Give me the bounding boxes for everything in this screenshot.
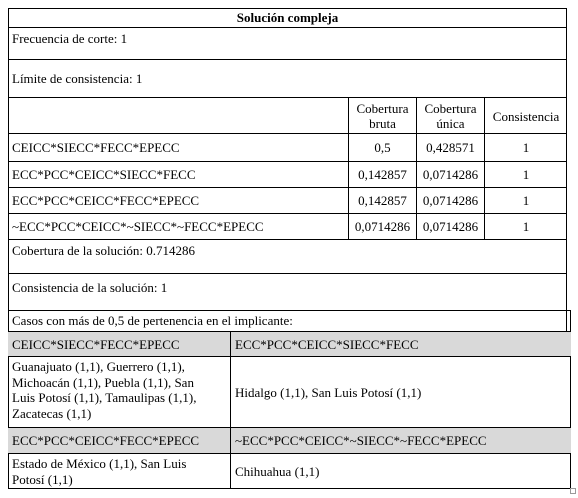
casos-case-line: Luis Potosí (1,1), Tamaulipas (1,1),: [12, 390, 197, 405]
casos-cases-value: Chihuahua (1,1): [230, 454, 571, 489]
casos-case-line: Zacatecas (1,1): [12, 405, 92, 421]
casos-case-line: Guanajuato (1,1), Guerrero (1,1),: [12, 359, 185, 374]
table-row-consistencia: 1: [484, 134, 567, 162]
table-row-bruta: 0,0714286: [348, 214, 417, 240]
consistencia-de-la-solucion: Consistencia de la solución: 1: [12, 279, 168, 295]
resize-handle-icon[interactable]: [570, 488, 576, 494]
header-cobertura-bruta: Cobertura bruta: [348, 98, 417, 134]
casos-implicant-header: ~ECC*PCC*CEICC*~SIECC*~FECC*EPECC: [230, 427, 571, 454]
table-row-unica: 0,428571: [417, 134, 484, 162]
table-row-consistencia: 1: [484, 162, 567, 188]
table-row-unica: 0,0714286: [417, 162, 484, 188]
table-title: Solución compleja: [8, 8, 567, 28]
table-row-term: ECC*PCC*CEICC*FECC*EPECC: [8, 188, 348, 214]
casos-implicant-header: ECC*PCC*CEICC*FECC*EPECC: [8, 427, 230, 454]
casos-implicant-header: ECC*PCC*CEICC*SIECC*FECC: [230, 331, 571, 357]
limite-de-consistencia: Límite de consistencia: 1: [8, 60, 567, 98]
casos-case-line: Michoacán (1,1), Puebla (1,1), San: [12, 374, 194, 390]
table-row-term: ~ECC*PCC*CEICC*~SIECC*~FECC*EPECC: [8, 214, 348, 240]
casos-case-line: Estado de México (1,1), San Luis: [12, 456, 187, 471]
header-cobertura-unica: Cobertura única: [424, 101, 477, 131]
header-consistencia: Consistencia: [484, 98, 567, 134]
table-row-consistencia: 1: [484, 214, 567, 240]
table-row-unica: 0,0714286: [417, 188, 484, 214]
casos-cases-list: [12, 359, 228, 427]
table-row-unica: 0,0714286: [417, 214, 484, 240]
table-row-bruta: 0,142857: [348, 162, 417, 188]
casos-title: Casos con más de 0,5 de pertenencia en el implicante:: [12, 313, 293, 328]
table-row-consistencia: 1: [484, 188, 567, 214]
casos-cases-value: Hidalgo (1,1), San Luis Potosí (1,1): [230, 357, 571, 427]
casos-cases-list: [12, 456, 228, 488]
table-row-bruta: 0,5: [348, 134, 417, 162]
table-row-term: ECC*PCC*CEICC*SIECC*FECC: [8, 162, 348, 188]
frecuencia-de-corte: Frecuencia de corte: 1: [8, 28, 567, 60]
cobertura-de-la-solucion: Cobertura de la solución: 0.714286: [8, 240, 567, 274]
table-row-bruta: 0,142857: [348, 188, 417, 214]
table-row-term: CEICC*SIECC*FECC*EPECC: [8, 134, 348, 162]
casos-implicant-header: CEICC*SIECC*FECC*EPECC: [8, 331, 230, 357]
casos-case-line: Potosí (1,1): [12, 471, 73, 487]
